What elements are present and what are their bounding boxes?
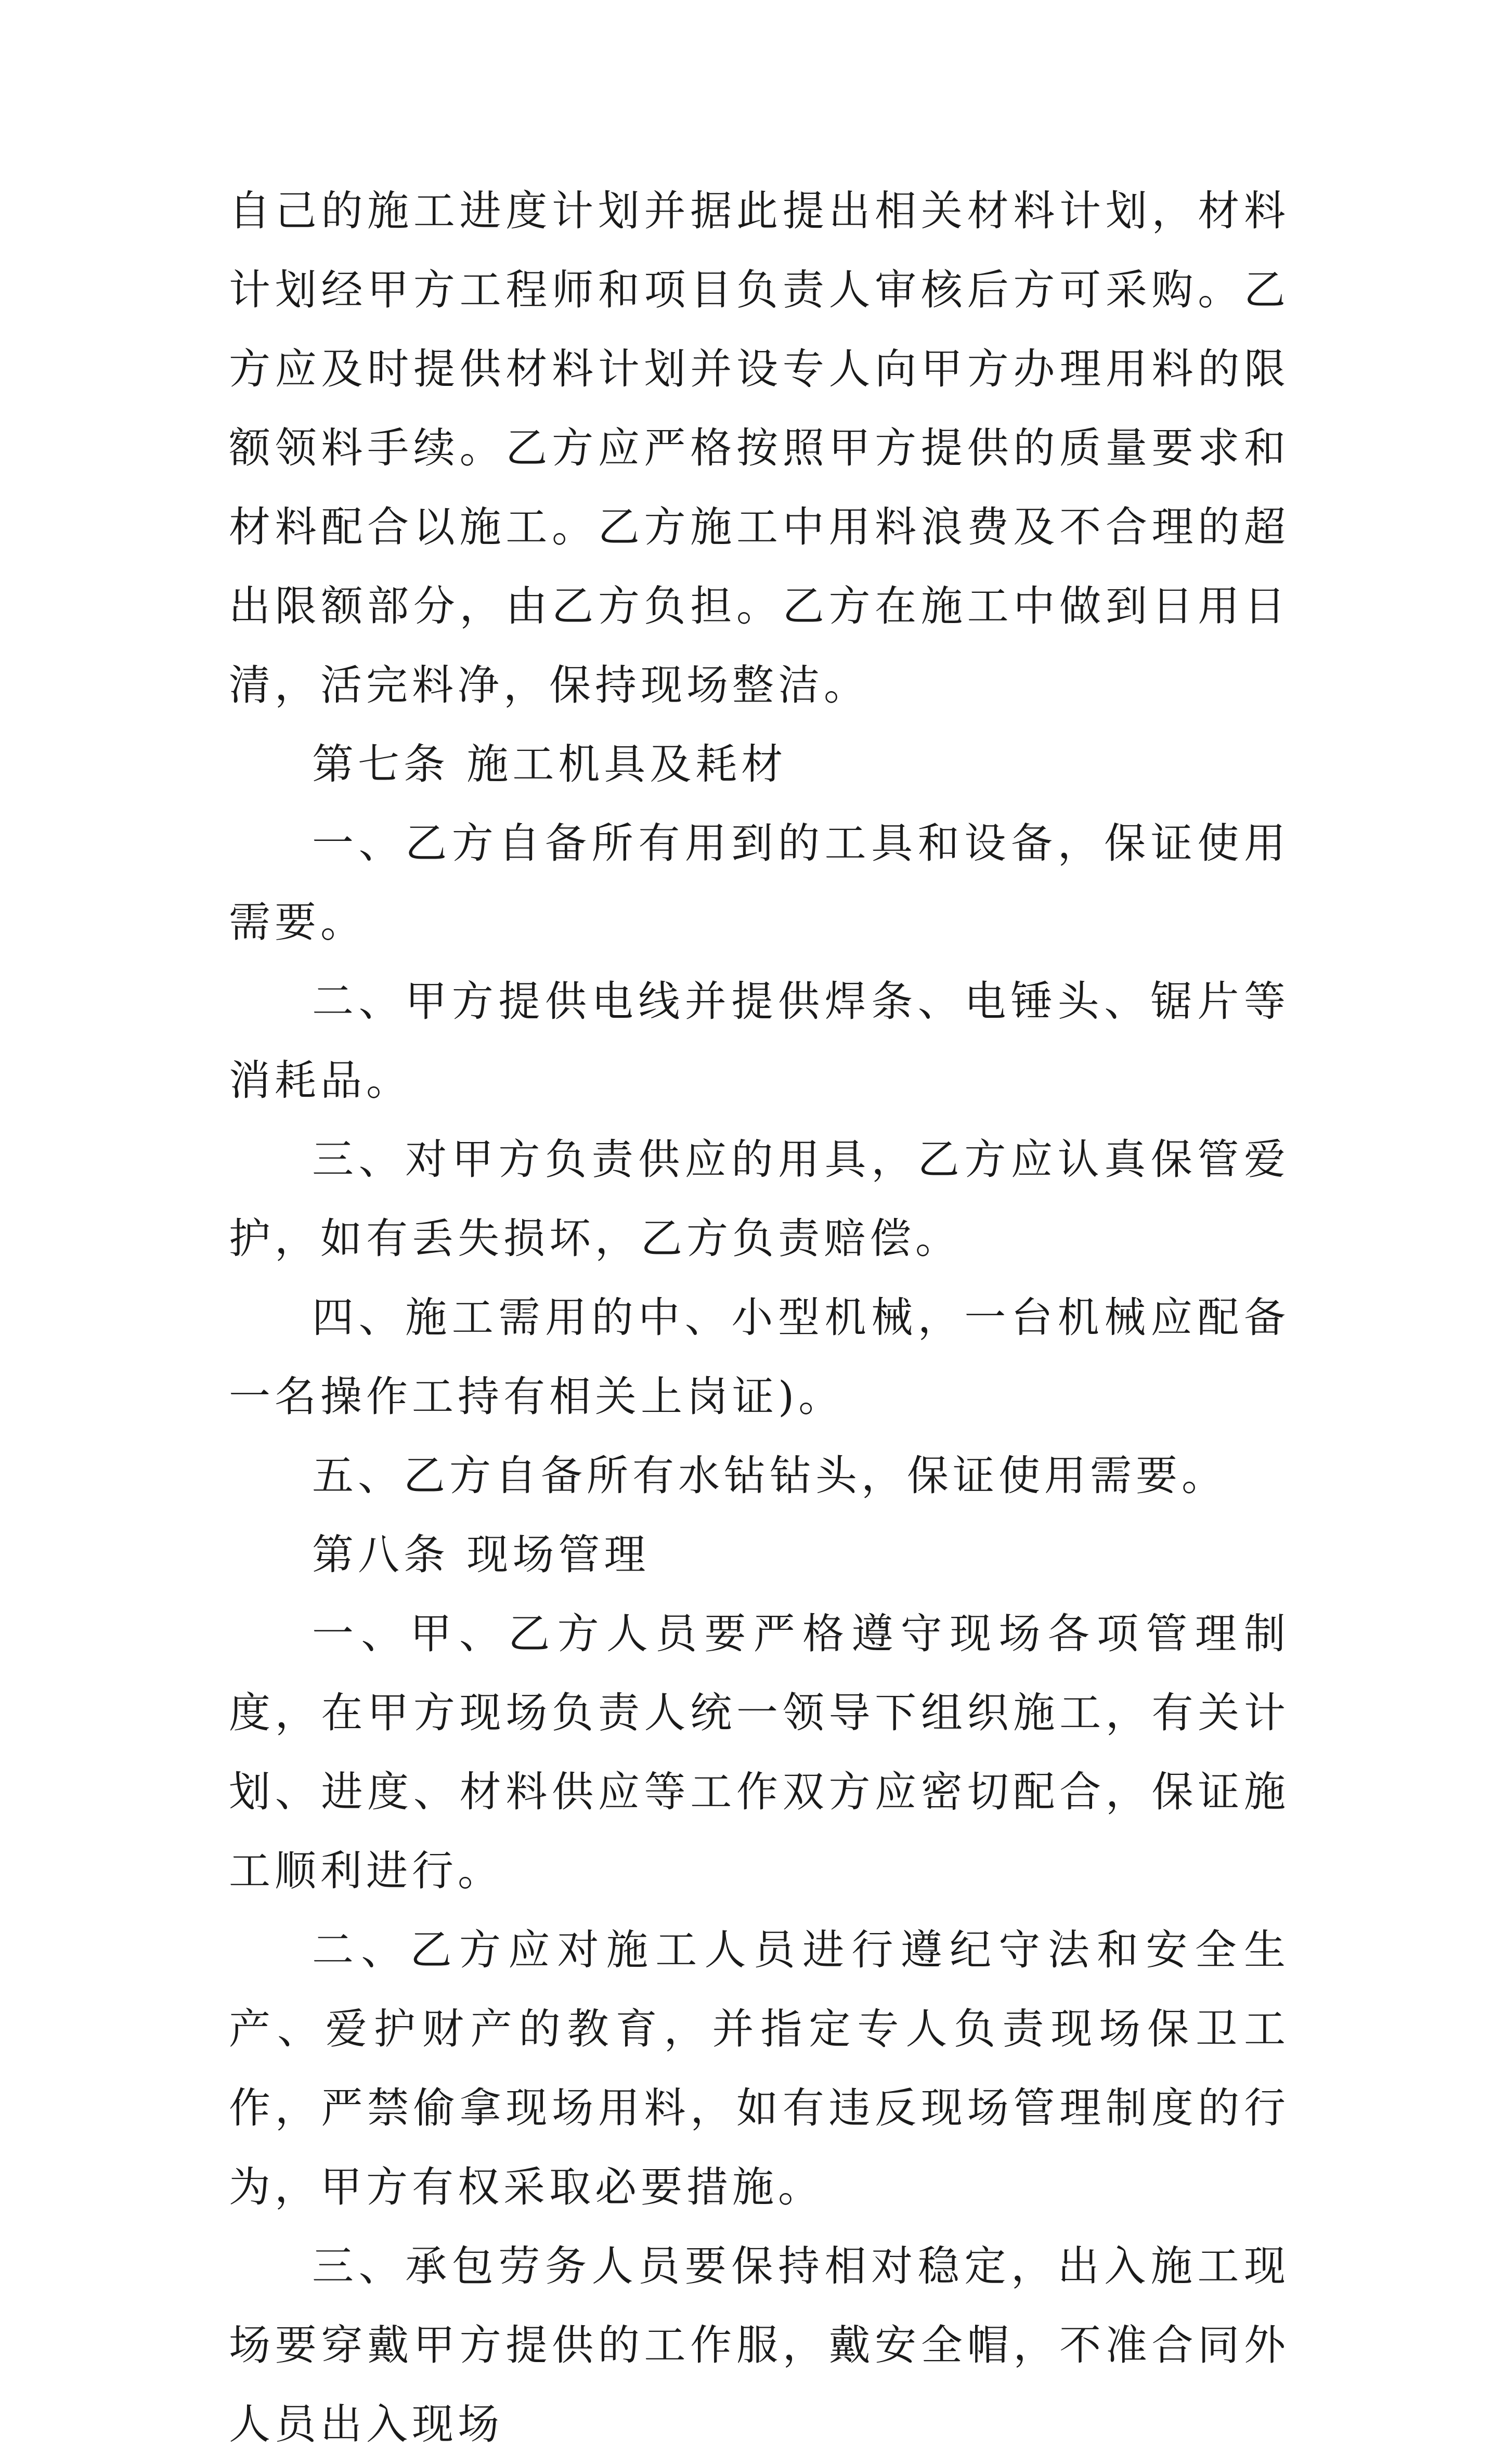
- paragraph-7-3: 三、对甲方负责供应的用具，乙方应认真保管爱护，如有丢失损坏，乙方负责赔偿。: [229, 1135, 1290, 1263]
- heading-article-7: 第七条 施工机具及耗材: [312, 740, 787, 788]
- paragraph-7-5: 五、乙方自备所有水钻钻头，保证使用需要。: [312, 1451, 1227, 1500]
- paragraph-7-1: 一、乙方自备所有用到的工具和设备，保证使用需要。: [229, 819, 1290, 946]
- paragraph-8-3: 三、承包劳务人员要保持相对稳定，出入施工现场要穿戴甲方提供的工作服，戴安全帽，不准合同外人员出入现场: [229, 2242, 1290, 2448]
- paragraph-7-2: 二、甲方提供电线并提供焊条、电锤头、锯片等消耗品。: [229, 977, 1290, 1105]
- paragraph-material-plan: 自己的施工进度计划并据此提出相关材料计划，材料计划经甲方工程师和项目负责人审核后方可采购。乙方应及时提供材料计划并设专人向甲方办理用料的限额领料手续。乙方应严格按照甲方提供的质量要求和材料配合以施工。乙方施工中用料浪费及不合理的超出限额部分，由乙方负担。乙方在施工中做到日用日清，活完料净，保持现场整洁。: [229, 187, 1290, 709]
- contract-body-text: [229, 172, 1290, 2464]
- paragraph-8-2: 二、乙方应对施工人员进行遵纪守法和安全生产、爱护财产的教育，并指定专人负责现场保卫工作，严禁偷拿现场用料，如有违反现场管理制度的行为，甲方有权采取必要措施。: [229, 1926, 1290, 2211]
- heading-article-8: 第八条 现场管理: [312, 1531, 650, 1579]
- paragraph-7-4: 四、施工需用的中、小型机械，一台机械应配备一名操作工持有相关上岗证)。: [229, 1293, 1290, 1421]
- paragraph-8-1: 一、甲、乙方人员要严格遵守现场各项管理制度，在甲方现场负责人统一领导下组织施工，有关计划、进度、材料供应等工作双方应密切配合，保证施工顺利进行。: [229, 1610, 1290, 1895]
